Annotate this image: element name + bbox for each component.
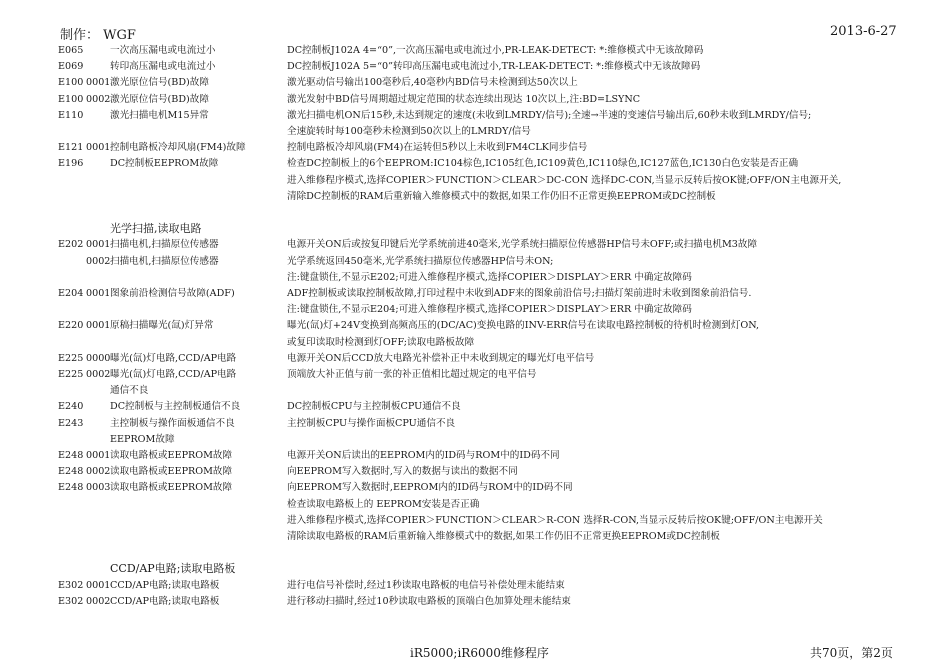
error-code: E121 xyxy=(58,142,84,154)
error-description: 电源开关ON后读出的EEPROM内的ID码与ROM中的ID码不同 xyxy=(287,450,560,461)
section-heading-row xyxy=(0,221,950,236)
section-title: 光学扫描,读取电路 xyxy=(110,222,202,236)
document-title: iR5000;iR6000维修程序 xyxy=(410,646,549,660)
error-row xyxy=(0,59,950,74)
error-description: 控制电路板冷却风扇(FM4)在运转但5秒以上未收到FM4CLK同步信号 xyxy=(287,142,588,154)
error-row xyxy=(0,43,950,58)
error-code: E069 xyxy=(58,61,84,73)
error-name: 控制电路板冷却风扇(FM4)故障 xyxy=(110,142,246,154)
error-code: E100 xyxy=(58,93,84,105)
error-code: E248 xyxy=(58,466,84,478)
error-description: 进行电信号补偿时,经过1秒读取电路板的电信号补偿处理未能结束 xyxy=(287,579,565,591)
error-row xyxy=(0,513,950,528)
error-row xyxy=(0,399,950,414)
error-row xyxy=(0,416,950,431)
error-row xyxy=(0,578,950,593)
error-row xyxy=(0,205,950,220)
error-description: 光学系统返回450毫米,光学系统扫描原位传感器HP信号未ON; xyxy=(287,255,554,267)
error-code: E202 xyxy=(58,239,84,251)
error-subcode: 0001 xyxy=(86,579,111,591)
error-name: 一次高压漏电或电流过小 xyxy=(110,45,216,56)
error-code: E220 xyxy=(58,320,84,332)
error-code: E100 xyxy=(58,77,84,89)
error-description: 或复印读取时检测到灯OFF;读取电路板故障 xyxy=(287,336,475,348)
error-row xyxy=(0,189,950,204)
error-code: E196 xyxy=(58,158,84,170)
error-row xyxy=(0,594,950,609)
error-row xyxy=(0,367,950,382)
error-code: E065 xyxy=(58,45,84,56)
error-name: 读取电路板或EEPROM故障 xyxy=(110,450,233,461)
error-code: E248 xyxy=(58,450,84,461)
error-description: 向EEPROM写入数据时,写入的数据与读出的数据不同 xyxy=(287,466,518,478)
error-name: CCD/AP电路;读取电路板 xyxy=(110,579,220,591)
error-name: 曝光(氙)灯电路,CCD/AP电路 xyxy=(110,369,237,380)
error-row xyxy=(0,464,950,479)
error-name: 激光扫描电机M15异常 xyxy=(110,109,209,121)
error-name: 曝光(氙)灯电路,CCD/AP电路 xyxy=(110,352,237,364)
error-name: DC控制板与主控制板通信不良 xyxy=(110,401,241,413)
error-description: 电源开关ON后CCD放大电路光补偿补正中未收到规定的曝光灯电平信号 xyxy=(287,352,595,364)
error-name: 读取电路板或EEPROM故障 xyxy=(110,482,233,494)
error-name: 通信不良 xyxy=(110,385,149,397)
error-name: 主控制板与操作面板通信不良 xyxy=(110,417,235,429)
error-code: E225 xyxy=(58,352,84,364)
error-name: 图象前沿检测信号故障(ADF) xyxy=(110,288,235,299)
error-description: 激光扫描电机ON后15秒,未达到规定的速度(未收到LMRDY/信号);全速→半速的变速信号输出后,60秒未收到LMRDY/信号; xyxy=(287,109,812,121)
error-description: 电源开关ON后或按复印键后光学系统前进40毫米,光学系统扫描原位传感器HP信号未OFF;或扫描电机M3故障 xyxy=(287,239,758,251)
error-description: 向EEPROM写入数据时,EEPROM内的ID码与ROM中的ID码不同 xyxy=(287,482,573,494)
error-row xyxy=(0,254,950,269)
error-row xyxy=(0,432,950,447)
error-name: DC控制板EEPROM故障 xyxy=(110,158,219,170)
error-code: E248 xyxy=(58,482,84,494)
error-code: E204 xyxy=(58,288,84,299)
error-name: 扫描电机,扫描原位传感器 xyxy=(110,255,219,267)
error-description: 激光驱动信号输出100毫秒后,40毫秒内BD信号未检测到达50次以上 xyxy=(287,77,578,89)
error-description: 进入维修程序模式,选择COPIER＞FUNCTION＞CLEAR＞DC-CON 选择DC-CON,当显示反转后按OK键;OFF/ON主电源开关, xyxy=(287,174,842,186)
error-name: 激光原位信号(BD)故障 xyxy=(110,77,209,89)
error-name: EEPROM故障 xyxy=(110,433,175,445)
error-code: E243 xyxy=(58,417,84,429)
error-row xyxy=(0,173,950,188)
error-subcode: 0002 xyxy=(86,369,111,380)
error-row xyxy=(0,156,950,171)
error-code: E302 xyxy=(58,579,84,591)
error-subcode: 0002 xyxy=(86,595,111,607)
error-name: 激光原位信号(BD)故障 xyxy=(110,93,209,105)
error-code: E240 xyxy=(58,401,84,413)
error-subcode: 0002 xyxy=(86,93,111,105)
error-subcode: 0001 xyxy=(86,77,111,89)
error-code: E110 xyxy=(58,109,84,121)
error-row xyxy=(0,351,950,366)
error-subcode: 0001 xyxy=(86,450,111,461)
error-subcode: 0003 xyxy=(86,482,111,494)
error-row xyxy=(0,318,950,333)
error-code: E302 xyxy=(58,595,84,607)
error-row xyxy=(0,270,950,285)
error-name: 原稿扫描曝光(氙)灯异常 xyxy=(110,320,214,332)
error-description: 注:键盘锁住,不显示E202;可进入维修程序模式,选择COPIER＞DISPLAY＞ERR 中确定故障码 xyxy=(287,271,692,283)
error-subcode: 0001 xyxy=(86,320,111,332)
error-subcode: 0000 xyxy=(86,352,111,364)
error-row xyxy=(0,545,950,560)
error-name: 转印高压漏电或电流过小 xyxy=(110,61,216,73)
error-subcode: 0001 xyxy=(86,239,111,251)
error-name: 扫描电机,扫描原位传感器 xyxy=(110,239,219,251)
author-label: 制作： WGF xyxy=(60,28,136,43)
error-description: 激光发射中BD信号周期超过规定范围的状态连续出现达 10次以上,注:BD=LSYNC xyxy=(287,93,641,105)
section-title: CCD/AP电路;读取电路板 xyxy=(110,562,236,576)
error-name: 读取电路板或EEPROM故障 xyxy=(110,466,233,478)
error-row xyxy=(0,529,950,544)
error-row xyxy=(0,383,950,398)
error-description: 进行移动扫描时,经过10秒读取电路板的顶端白色加算处理未能结束 xyxy=(287,595,571,607)
page-indicator: 共70页，第2页 xyxy=(810,646,893,660)
error-description: ADF控制板或读取控制板故障,打印过程中未收到ADF来的图象前沿信号;扫描灯架前进时未收到图象前沿信号. xyxy=(287,288,752,299)
error-row xyxy=(0,237,950,252)
error-row xyxy=(0,335,950,350)
error-row xyxy=(0,75,950,90)
error-subcode: 0002 xyxy=(86,466,111,478)
error-subcode: 0001 xyxy=(86,288,111,299)
section-heading-row xyxy=(0,561,950,576)
error-row xyxy=(0,92,950,107)
error-description: 曝光(氙)灯+24V变换到高频高压的(DC/AC)变换电路的INV-ERR信号在读取电路控制板的待机时检测到灯ON, xyxy=(287,320,760,332)
error-description: 顶端放大补正值与前一张的补正值相比超过规定的电平信号 xyxy=(287,369,537,380)
error-row xyxy=(0,286,950,301)
error-description: 进入维修程序模式,选择COPIER＞FUNCTION＞CLEAR＞R-CON 选择R-CON,当显示反转后按OK键;OFF/ON主电源开关 xyxy=(287,514,823,526)
error-description: 全速旋转时每100毫秒未检测到50次以上的LMRDY/信号 xyxy=(287,126,531,137)
error-row xyxy=(0,108,950,123)
error-description: DC控制板CPU与主控制板CPU通信不良 xyxy=(287,401,461,413)
error-description: 清除读取电路板的RAM后重新输入维修模式中的数据,如果工作仍旧不正常更换EEPROM或DC控制板 xyxy=(287,531,720,542)
error-subcode: 0001 xyxy=(86,142,111,154)
error-description: 注:键盘锁住,不显示E204;可进入维修程序模式,选择COPIER＞DISPLAY＞ERR 中确定故障码 xyxy=(287,304,692,316)
error-description: DC控制板J102A 5=“0”转印高压漏电或电流过小,TR-LEAK-DETECT: *:维修模式中无该故障码 xyxy=(287,61,701,73)
error-row xyxy=(0,140,950,155)
document-date: 2013-6-27 xyxy=(830,24,897,39)
error-row xyxy=(0,497,950,512)
error-code: E225 xyxy=(58,369,84,380)
error-name: CCD/AP电路;读取电路板 xyxy=(110,595,220,607)
error-row xyxy=(0,480,950,495)
error-row xyxy=(0,448,950,463)
error-subcode: 0002 xyxy=(86,255,111,267)
error-row xyxy=(0,124,950,139)
error-row xyxy=(0,302,950,317)
error-description: DC控制板J102A 4=“0”,一次高压漏电或电流过小,PR-LEAK-DETECT: *:维修模式中无该故障码 xyxy=(287,45,704,56)
error-description: 检查DC控制板上的6个EEPROM:IC104棕色,IC105红色,IC109黄色,IC110绿色,IC127蓝色,IC130白色安装是否正确 xyxy=(287,158,799,170)
error-description: 主控制板CPU与操作面板CPU通信不良 xyxy=(287,417,456,429)
error-description: 检查读取电路板上的 EEPROM安装是否正确 xyxy=(287,498,480,510)
error-description: 清除DC控制板的RAM后重新输入维修模式中的数据,如果工作仍旧不正常更换EEPROM或DC控制板 xyxy=(287,190,716,202)
